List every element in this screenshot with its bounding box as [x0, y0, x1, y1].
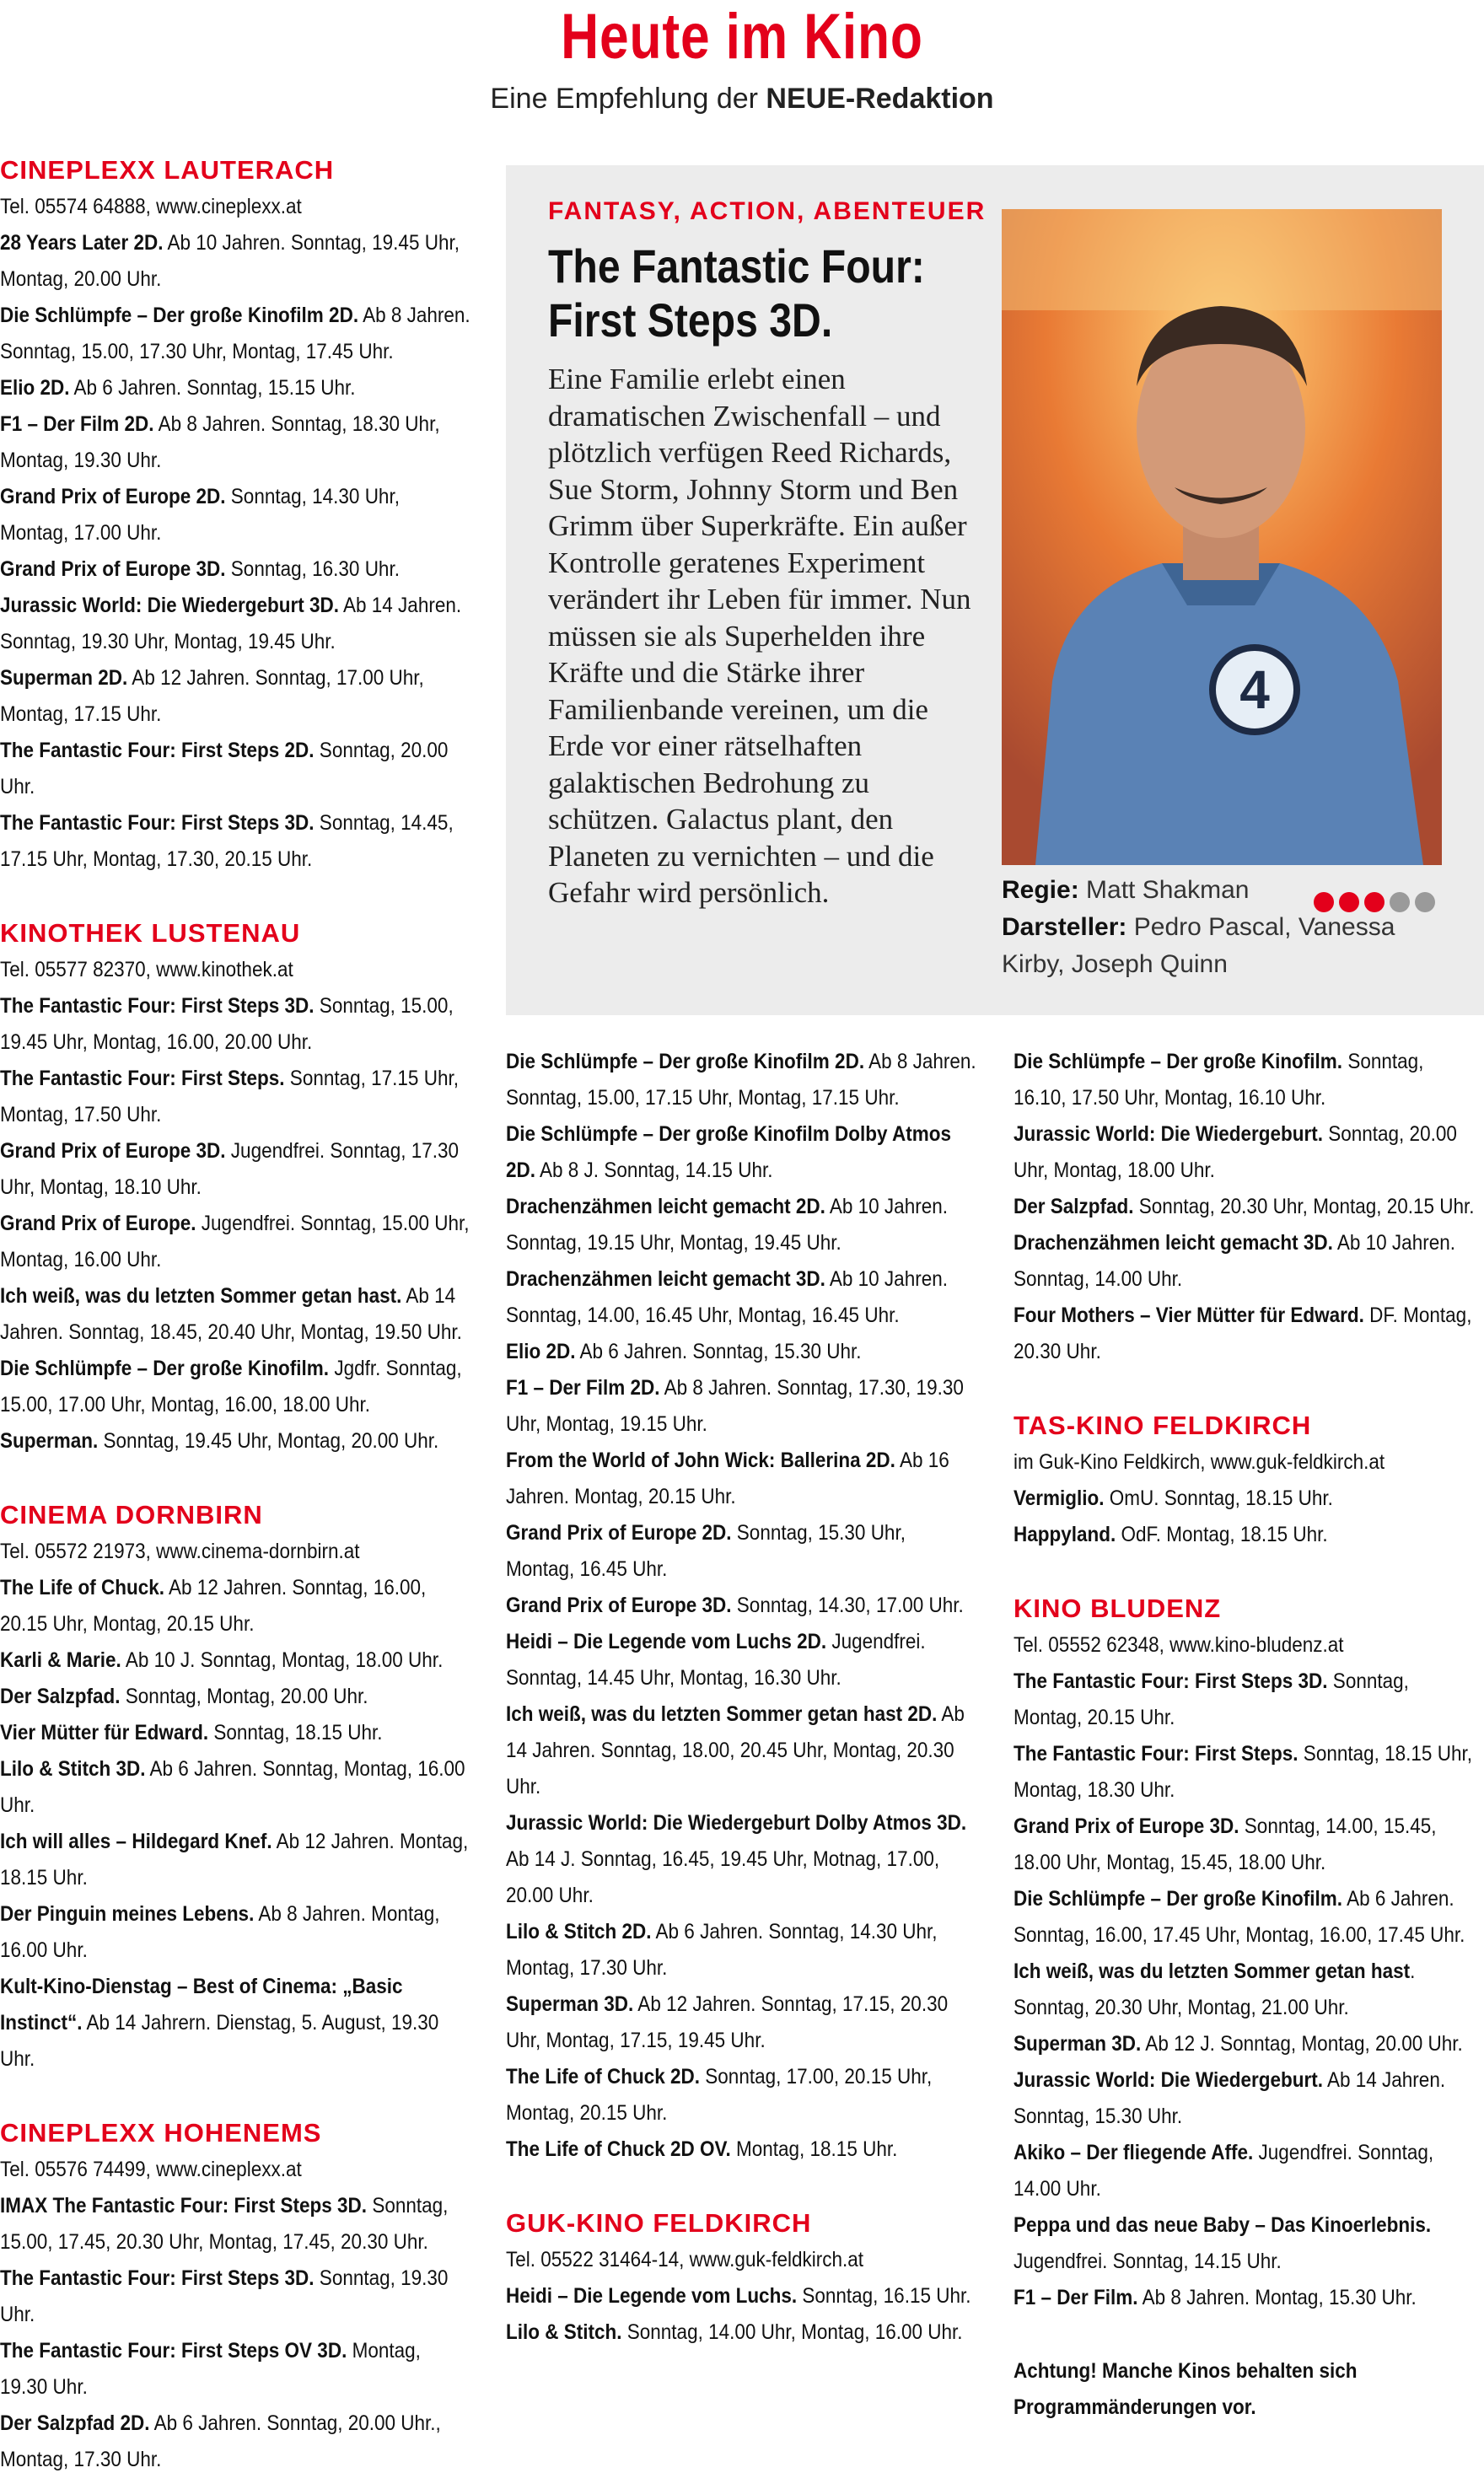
- subtitle-bold: NEUE-Redaktion: [766, 83, 994, 115]
- film-title: Grand Prix of Europe 3D.: [0, 557, 226, 581]
- film-details: Sonntag, 20.00 Uhr, Montag, 18.00 Uhr.: [1014, 1122, 1457, 1182]
- film-details: Ab 14 J. Sonntag, 16.45, 19.45 Uhr, Motnag, 17.00, 20.00 Uhr.: [506, 1847, 940, 1907]
- film-title: Der Salzpfad.: [0, 1685, 121, 1708]
- feature-credits: [1002, 872, 1457, 983]
- film-entry: [0, 406, 471, 479]
- film-entry: [506, 1334, 977, 1370]
- film-title: Ich will alles – Hildegard Knef.: [0, 1830, 272, 1853]
- film-details: Sonntag, 19.45 Uhr, Montag, 20.00 Uhr.: [98, 1429, 439, 1453]
- film-details: Sonntag, Montag, 20.15 Uhr.: [1014, 1669, 1409, 1729]
- film-entry: [0, 1679, 471, 1715]
- film-title: Superman.: [0, 1429, 99, 1453]
- film-entry: [506, 1914, 977, 1986]
- film-title: From the World of John Wick: Ballerina 2D.: [506, 1449, 895, 1472]
- film-details: Sonntag, 14.45, 17.15 Uhr, Montag, 17.30, 20.15 Uhr.: [0, 811, 454, 871]
- film-entry: [0, 1715, 471, 1751]
- film-details: Jugendfrei. Sonntag, 17.30 Uhr, Montag, 18.10 Uhr.: [0, 1139, 460, 1199]
- film-entry: [506, 2278, 977, 2314]
- film-entry: [506, 1044, 977, 1116]
- film-entry: [0, 660, 471, 733]
- film-title: The Fantastic Four: First Steps.: [1014, 1742, 1298, 1766]
- film-details: OmU. Sonntag, 18.15 Uhr.: [1104, 1486, 1333, 1510]
- cinema-name: KINOTHEK LUSTENAU: [0, 918, 301, 948]
- film-title: Grand Prix of Europe 3D.: [506, 1594, 732, 1617]
- film-title: Die Schlümpfe – Der große Kinofilm.: [1014, 1050, 1343, 1073]
- film-entry: [0, 1969, 471, 2078]
- film-entry: [0, 551, 471, 588]
- film-entry: [506, 2059, 977, 2132]
- film-title: Die Schlümpfe – Der große Kinofilm.: [1014, 1887, 1343, 1911]
- film-title: Ich weiß, was du letzten Sommer getan hast 2D.: [506, 1702, 938, 1726]
- cinema-contact: Tel. 05577 82370, www.kinothek.at: [0, 958, 293, 981]
- film-title: Happyland.: [1014, 1523, 1116, 1546]
- film-entry: [1014, 2207, 1475, 2280]
- film-title: Peppa und das neue Baby – Das Kinoerlebnis.: [1014, 2213, 1432, 2237]
- film-title: Die Schlümpfe – Der große Kinofilm Dolby Atmos 2D.: [506, 1122, 951, 1182]
- film-entry: [506, 1805, 977, 1914]
- film-details: Ab 12 Jahren. Sonntag, 16.00, 20.15 Uhr, Montag, 20.15 Uhr.: [0, 1576, 427, 1636]
- film-title: Ich weiß, was du letzten Sommer getan hast.: [0, 1284, 402, 1308]
- film-title: Elio 2D.: [0, 376, 70, 400]
- cinema-name: KINO BLUDENZ: [1014, 1594, 1222, 1623]
- film-details: Sonntag, 18.15 Uhr.: [208, 1721, 383, 1744]
- film-details: Ab 8 Jahren. Sonntag, 15.00, 17.15 Uhr, Montag, 17.15 Uhr.: [506, 1050, 976, 1110]
- film-details: Ab 14 Jahren. Sonntag, 18.45, 20.40 Uhr, Montag, 19.50 Uhr.: [0, 1284, 462, 1344]
- film-entry: [1014, 1481, 1475, 1517]
- film-entry: [0, 1206, 471, 1278]
- film-details: OdF. Montag, 18.15 Uhr.: [1116, 1523, 1328, 1546]
- film-title: Jurassic World: Die Wiedergeburt.: [1014, 2068, 1323, 2092]
- film-entry: [0, 479, 471, 551]
- cinema-contact: Tel. 05522 31464-14, www.guk-feldkirch.at: [506, 2248, 863, 2271]
- film-entry: [0, 988, 471, 1061]
- film-details: Sonntag, 14.00, 15.45, 18.00 Uhr, Montag, 15.45, 18.00 Uhr.: [1014, 1814, 1437, 1874]
- film-details: Ab 10 Jahren. Sonntag, 14.00 Uhr.: [1014, 1231, 1455, 1291]
- cinema-name: CINEPLEXX HOHENEMS: [0, 2118, 322, 2148]
- film-details: Ab 12 J. Sonntag, Montag, 20.00 Uhr.: [1141, 2032, 1463, 2056]
- film-title: Grand Prix of Europe 3D.: [0, 1139, 226, 1163]
- cinema-name: GUK-KINO FELDKIRCH: [506, 2208, 812, 2238]
- film-details: Ab 6 Jahren. Sonntag, Montag, 16.00 Uhr.: [0, 1757, 465, 1817]
- film-details: Sonntag, 14.00 Uhr, Montag, 16.00 Uhr.: [621, 2320, 963, 2344]
- director: Matt Shakman: [1086, 876, 1250, 904]
- film-title: Heidi – Die Legende vom Luchs 2D.: [506, 1630, 827, 1653]
- film-entry: [506, 1189, 977, 1261]
- film-entry: [0, 1570, 471, 1642]
- film-details: Jugendfrei. Sonntag, 14.00 Uhr.: [1014, 2141, 1434, 2201]
- feature-genre: FANTASY, ACTION, ABENTEUER: [548, 197, 987, 225]
- film-entry: [0, 1824, 471, 1896]
- film-details: Ab 10 Jahren. Sonntag, 19.15 Uhr, Montag, 19.45 Uhr.: [506, 1195, 948, 1255]
- film-title: Heidi – Die Legende vom Luchs.: [506, 2284, 798, 2308]
- film-list: [0, 1570, 472, 2078]
- film-details: Sonntag, 16.10, 17.50 Uhr, Montag, 16.10 Uhr.: [1014, 1050, 1424, 1110]
- film-entry: [0, 298, 471, 370]
- film-details: DF. Montag, 20.30 Uhr.: [1014, 1304, 1472, 1363]
- film-title: Superman 3D.: [506, 1992, 634, 2016]
- film-details: Sonntag, 15.00, 19.45 Uhr, Montag, 16.00, 20.00 Uhr.: [0, 994, 454, 1054]
- program-notice: Achtung! Manche Kinos behalten sich Programmänderungen vor.: [1014, 2359, 1358, 2419]
- film-title: Drachenzähmen leicht gemacht 3D.: [506, 1267, 825, 1291]
- film-details: Ab 8 J. Sonntag, 14.15 Uhr.: [535, 1158, 773, 1182]
- film-entry: [0, 1061, 471, 1133]
- film-entry: [0, 733, 471, 805]
- film-entry: [506, 1116, 977, 1189]
- film-title: F1 – Der Film.: [1014, 2286, 1138, 2309]
- film-details: Sonntag, Montag, 20.00 Uhr.: [120, 1685, 368, 1708]
- film-details: Jgdfr. Sonntag, 15.00, 17.00 Uhr, Montag, 16.00, 18.00 Uhr.: [0, 1357, 462, 1417]
- feature-box: [506, 165, 1484, 1015]
- film-details: Sonntag, 17.15 Uhr, Montag, 17.50 Uhr.: [0, 1067, 459, 1126]
- film-entry: [0, 1351, 471, 1423]
- film-details: Sonntag, 14.30, 17.00 Uhr.: [731, 1594, 964, 1617]
- rating-dots: [1314, 892, 1440, 917]
- feature-photo: [1002, 209, 1442, 865]
- film-details: Sonntag, 14.30 Uhr, Montag, 17.00 Uhr.: [0, 485, 400, 545]
- film-entry: [1014, 1225, 1475, 1298]
- rating-dot-empty: [1390, 892, 1410, 912]
- film-details: Ab 14 Jahren. Sonntag, 15.30 Uhr.: [1014, 2068, 1446, 2128]
- film-title: Die Schlümpfe – Der große Kinofilm 2D.: [0, 304, 359, 327]
- film-list: [0, 988, 472, 1460]
- film-entry: [1014, 1298, 1475, 1370]
- film-entry: [506, 1370, 977, 1443]
- film-details: Ab 16 Jahren. Montag, 20.15 Uhr.: [506, 1449, 949, 1508]
- column-right: [1014, 1044, 1476, 2426]
- movie-still-image: [1002, 209, 1442, 865]
- film-entry: [0, 805, 471, 878]
- film-details: Ab 8 Jahren. Montag, 16.00 Uhr.: [0, 1902, 440, 1962]
- film-details: Sonntag, 17.00, 20.15 Uhr, Montag, 20.15 Uhr.: [506, 2065, 933, 2125]
- column-middle: [506, 1044, 978, 2351]
- film-title: Four Mothers – Vier Mütter für Edward.: [1014, 1304, 1364, 1327]
- film-title: Jurassic World: Die Wiedergeburt Dolby Atmos 3D.: [506, 1811, 967, 1835]
- subtitle-prefix: Eine Empfehlung der: [490, 83, 758, 115]
- film-details: Ab 8 Jahren. Sonntag, 18.30 Uhr, Montag, 19.30 Uhr.: [0, 412, 440, 472]
- film-entry: [1014, 2062, 1475, 2135]
- film-title: Grand Prix of Europe 2D.: [506, 1521, 732, 1545]
- film-details: Ab 6 Jahren. Sonntag, 15.15 Uhr.: [69, 376, 356, 400]
- film-details: Ab 8 Jahren. Sonntag, 15.00, 17.30 Uhr, Montag, 17.45 Uhr.: [0, 304, 470, 363]
- film-details: Ab 6 Jahren. Sonntag, 15.30 Uhr.: [575, 1340, 862, 1363]
- film-title: Der Pinguin meines Lebens.: [0, 1902, 255, 1926]
- film-details: Ab 6 Jahren. Sonntag, 16.00, 17.45 Uhr, Montag, 16.00, 17.45 Uhr.: [1014, 1887, 1465, 1947]
- film-title: Jurassic World: Die Wiedergeburt.: [1014, 1122, 1323, 1146]
- film-title: Grand Prix of Europe 3D.: [1014, 1814, 1239, 1838]
- film-list: [506, 1044, 978, 2168]
- film-entry: [1014, 1736, 1475, 1809]
- rating-dot-filled: [1339, 892, 1359, 912]
- film-title: Lilo & Stitch.: [506, 2320, 622, 2344]
- film-entry: [0, 1642, 471, 1679]
- film-entry: [1014, 2026, 1475, 2062]
- film-details: Sonntag, 16.30 Uhr.: [225, 557, 400, 581]
- film-title: The Life of Chuck.: [0, 1576, 165, 1599]
- film-title: Karli & Marie.: [0, 1648, 121, 1672]
- film-title: Die Schlümpfe – Der große Kinofilm 2D.: [506, 1050, 865, 1073]
- film-title: Ich weiß, was du letzten Sommer getan hast: [1014, 1959, 1411, 1983]
- film-title: The Fantastic Four: First Steps 3D.: [0, 994, 315, 1018]
- film-details: Ab 12 Jahren. Montag, 18.15 Uhr.: [0, 1830, 469, 1890]
- film-details: Jugendfrei. Sonntag, 14.15 Uhr.: [1014, 2250, 1282, 2273]
- svg-text:4: 4: [1239, 659, 1270, 720]
- film-title: The Fantastic Four: First Steps 3D.: [1014, 1669, 1328, 1693]
- film-entry: [506, 2132, 977, 2168]
- film-entry: [506, 1515, 977, 1588]
- film-title: IMAX The Fantastic Four: First Steps 3D.: [0, 2194, 368, 2218]
- film-entry: [506, 1696, 977, 1805]
- film-title: Kult-Kino-Dienstag – Best of Cinema: „Basic Instinct“.: [0, 1975, 403, 2035]
- film-title: The Fantastic Four: First Steps.: [0, 1067, 285, 1090]
- film-title: The Fantastic Four: First Steps OV 3D.: [0, 2339, 347, 2363]
- film-title: Drachenzähmen leicht gemacht 3D.: [1014, 1231, 1333, 1255]
- film-details: Ab 12 Jahren. Sonntag, 17.00 Uhr, Montag, 17.15 Uhr.: [0, 666, 424, 726]
- cinema-contact: im Guk-Kino Feldkirch, www.guk-feldkirch.at: [1014, 1450, 1385, 1474]
- film-title: Lilo & Stitch 3D.: [0, 1757, 146, 1781]
- cinema-name: CINEPLEXX LAUTERACH: [0, 155, 335, 185]
- film-entry: [1014, 1116, 1475, 1189]
- film-title: Superman 3D.: [1014, 2032, 1142, 2056]
- film-entry: [1014, 2135, 1475, 2207]
- film-details: Sonntag, 18.15 Uhr, Montag, 18.30 Uhr.: [1014, 1742, 1472, 1802]
- film-details: Montag, 19.30 Uhr.: [0, 2339, 421, 2399]
- film-list: [0, 225, 472, 878]
- film-details: Jugendfrei. Sonntag, 15.00 Uhr, Montag, 16.00 Uhr.: [0, 1212, 470, 1271]
- film-details: Ab 8 Jahren. Sonntag, 17.30, 19.30 Uhr, Montag, 19.15 Uhr.: [506, 1376, 964, 1436]
- film-entry: [506, 1588, 977, 1624]
- film-details: Ab 12 Jahren. Sonntag, 17.15, 20.30 Uhr, Montag, 17.15, 19.45 Uhr.: [506, 1992, 949, 2052]
- film-title: Der Salzpfad 2D.: [0, 2411, 150, 2435]
- film-details: Ab 10 Jahren. Sonntag, 14.00, 16.45 Uhr, Montag, 16.45 Uhr.: [506, 1267, 948, 1327]
- film-title: F1 – Der Film 2D.: [506, 1376, 660, 1400]
- film-entry: [1014, 1517, 1475, 1553]
- film-entry: [0, 1896, 471, 1969]
- film-title: Lilo & Stitch 2D.: [506, 1920, 652, 1943]
- film-details: Sonntag, 16.15 Uhr.: [797, 2284, 971, 2308]
- film-entry: [0, 2333, 471, 2406]
- cinema-contact: Tel. 05572 21973, www.cinema-dornbirn.at: [0, 1540, 360, 1563]
- film-entry: [0, 1133, 471, 1206]
- film-entry: [506, 1986, 977, 2059]
- film-title: The Fantastic Four: First Steps 3D.: [0, 811, 315, 835]
- film-entry: [0, 370, 471, 406]
- film-title: Vermiglio.: [1014, 1486, 1105, 1510]
- film-entry: [506, 1261, 977, 1334]
- film-details: . Sonntag, 20.30 Uhr, Montag, 21.00 Uhr.: [1014, 1959, 1416, 2019]
- film-list: [506, 2278, 978, 2351]
- rating-dot-filled: [1314, 892, 1334, 912]
- film-title: Grand Prix of Europe 2D.: [0, 485, 226, 508]
- cast-label: Darsteller:: [1002, 913, 1127, 941]
- film-entry: [0, 1278, 471, 1351]
- film-details: Sonntag, 20.00 Uhr.: [0, 739, 449, 798]
- rating-dot-empty: [1415, 892, 1435, 912]
- film-title: Superman 2D.: [0, 666, 128, 690]
- film-details: Montag, 18.15 Uhr.: [730, 2137, 898, 2161]
- film-details: Ab 6 Jahren. Sonntag, 14.30 Uhr, Montag, 17.30 Uhr.: [506, 1920, 938, 1980]
- film-title: The Fantastic Four: First Steps 2D.: [0, 739, 315, 762]
- cast: Pedro Pascal, Vanessa Kirby, Joseph Quinn: [1002, 913, 1395, 978]
- film-entry: [0, 1751, 471, 1824]
- film-entry: [1014, 1881, 1475, 1954]
- rating-dot-filled: [1364, 892, 1385, 912]
- film-title: Jurassic World: Die Wiedergeburt 3D.: [0, 594, 339, 617]
- cinema-name: CINEMA DORNBIRN: [0, 1500, 263, 1529]
- cinema-contact: Tel. 05574 64888, www.cineplexx.at: [0, 195, 302, 218]
- film-entry: [0, 2261, 471, 2333]
- film-entry: [506, 1443, 977, 1515]
- film-entry: [506, 1624, 977, 1696]
- film-list: [1014, 1664, 1476, 2316]
- film-entry: [1014, 1809, 1475, 1881]
- film-title: 28 Years Later 2D.: [0, 231, 164, 255]
- film-details: Sonntag, 20.30 Uhr, Montag, 20.15 Uhr.: [1133, 1195, 1475, 1218]
- film-title: The Life of Chuck 2D.: [506, 2065, 701, 2089]
- feature-title: The Fantastic Four: First Steps 3D.: [548, 239, 925, 347]
- film-list: [1014, 1481, 1476, 1553]
- film-title: Elio 2D.: [506, 1340, 576, 1363]
- film-title: The Fantastic Four: First Steps 3D.: [0, 2266, 315, 2290]
- film-entry: [1014, 1954, 1475, 2026]
- page-title: Heute im Kino: [561, 1, 923, 73]
- film-details: Jugendfrei. Sonntag, 14.45 Uhr, Montag, 16.30 Uhr.: [506, 1630, 926, 1690]
- film-details: Sonntag, 19.30 Uhr.: [0, 2266, 449, 2326]
- film-details: Ab 14 Jahrern. Dienstag, 5. August, 19.30 Uhr.: [0, 2011, 439, 2071]
- film-entry: [0, 2188, 471, 2261]
- film-details: Sonntag, 15.30 Uhr, Montag, 16.45 Uhr.: [506, 1521, 906, 1581]
- film-title: Vier Mütter für Edward.: [0, 1721, 209, 1744]
- film-entry: [1014, 1664, 1475, 1736]
- film-list: [0, 2188, 472, 2478]
- film-details: Ab 8 Jahren. Montag, 15.30 Uhr.: [1137, 2286, 1417, 2309]
- cinema-contact: Tel. 05552 62348, www.kino-bludenz.at: [1014, 1633, 1344, 1657]
- feature-description: Eine Familie erlebt einen dramatischen Zwischenfall – und plötzlich verfügen Reed Richards, Sue Storm, Johnny Storm und Ben Grimm über Superkräfte. Ein außer Kontrolle geratenes Experiment verändert ihr Leben für immer. Nun müssen sie als Superhelden ihre Kräfte und die Stärke ihrer Familienbande vereinen, um die Erde vor einer rätselhaften galaktischen Bedrohung zu schützen. Galactus plant, den Planeten zu vernichten – und die Gefahr wird persönlich.: [548, 363, 971, 909]
- column-left: [0, 152, 472, 2478]
- film-list: [1014, 1044, 1476, 1370]
- film-details: Ab 6 Jahren. Sonntag, 20.00 Uhr., Montag, 17.30 Uhr.: [0, 2411, 441, 2471]
- film-details: Ab 10 J. Sonntag, Montag, 18.00 Uhr.: [121, 1648, 444, 1672]
- film-entry: [0, 1423, 471, 1460]
- film-entry: [506, 2314, 977, 2351]
- director-label: Regie:: [1002, 876, 1079, 904]
- film-details: Sonntag, 15.00, 17.45, 20.30 Uhr, Montag, 17.45, 20.30 Uhr.: [0, 2194, 449, 2254]
- film-details: Ab 10 Jahren. Sonntag, 19.45 Uhr, Montag, 20.00 Uhr.: [0, 231, 460, 291]
- film-entry: [0, 225, 471, 298]
- film-title: Der Salzpfad.: [1014, 1195, 1134, 1218]
- film-entry: [1014, 1189, 1475, 1225]
- page-subtitle: [0, 83, 1484, 116]
- cinema-name: TAS-KINO FELDKIRCH: [1014, 1411, 1312, 1440]
- film-entry: [1014, 2280, 1475, 2316]
- film-entry: [0, 2406, 471, 2478]
- film-title: The Life of Chuck 2D OV.: [506, 2137, 731, 2161]
- cinema-contact: Tel. 05576 74499, www.cineplexx.at: [0, 2158, 302, 2181]
- film-title: F1 – Der Film 2D.: [0, 412, 154, 436]
- film-entry: [1014, 1044, 1475, 1116]
- film-title: Die Schlümpfe – Der große Kinofilm.: [0, 1357, 330, 1380]
- film-details: Ab 14 Jahren. Sonntag, 19.30 Uhr, Montag, 19.45 Uhr.: [0, 594, 462, 653]
- film-entry: [0, 588, 471, 660]
- film-title: Grand Prix of Europe.: [0, 1212, 196, 1235]
- film-title: Akiko – Der fliegende Affe.: [1014, 2141, 1254, 2164]
- film-title: Drachenzähmen leicht gemacht 2D.: [506, 1195, 825, 1218]
- film-details: Ab 14 Jahren. Sonntag, 18.00, 20.45 Uhr, Montag, 20.30 Uhr.: [506, 1702, 965, 1798]
